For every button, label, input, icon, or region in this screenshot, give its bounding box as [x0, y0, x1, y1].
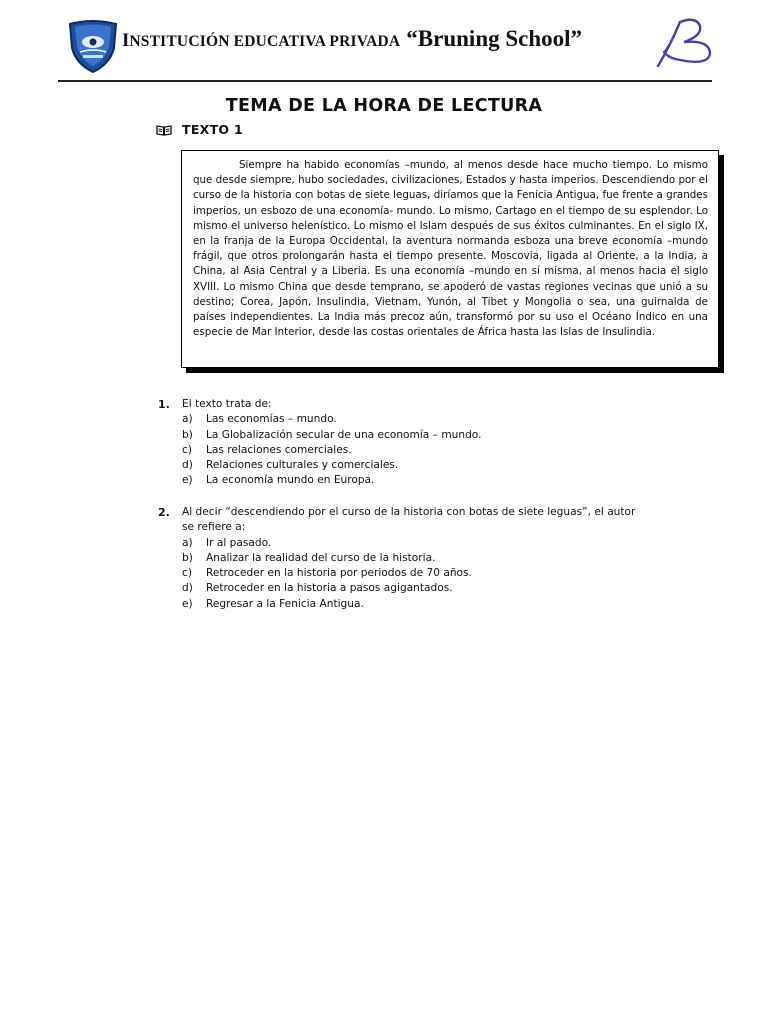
answer-option — [182, 581, 472, 596]
option-text: Analizar la realidad del curso de la historia. — [206, 551, 436, 564]
header-divider — [58, 80, 712, 82]
section-label-text: TEXTO 1 — [182, 122, 244, 137]
option-text: La Globalización secular de una economía – mundo. — [206, 428, 482, 441]
reading-text-box — [181, 150, 719, 368]
open-book-icon — [156, 124, 172, 136]
option-letter: b) — [182, 551, 193, 564]
answer-option — [182, 566, 472, 581]
bruning-b-logo — [650, 16, 716, 70]
question-stem: El texto trata de: — [182, 398, 272, 410]
answer-option — [182, 458, 481, 473]
school-title — [122, 26, 582, 52]
question-stem-line-2: se refiere a: — [182, 521, 246, 534]
option-letter: e) — [182, 597, 193, 610]
option-letter: b) — [182, 428, 193, 441]
school-name: “Bruning School” — [406, 26, 583, 51]
reading-text: Siempre ha habido economías –mundo, al menos desde hace mucho tiempo. Lo mismo que desde siempre, hubo sociedades, civilizaciones, Estados y hasta imperios. Descendiendo por el curso de la historia con botas de siete leguas, diríamos que la Fenicia Antigua, fue frente a grandes imperios, un esbozo de una economía- mundo. Lo mismo, Cartago en el tiempo de su esplendor. Lo mismo el universo helenístico. Lo mismo el Islam después de sus éxitos culminantes. En el siglo IX, en la franja de la Europa Occidental, la aventura normanda esboza una breve economía –mundo frágil, que otros prolongarán hasta el tiempo presente. Moscovia, ligada al Oriente, a la India, a China, al Asia Central y a Liberia. Es una economía –mundo en sí misma, al menos hacia el siglo XVIII. Lo mismo China que desde temprano, se apoderó de vastas regiones vecinas que unió a su destino; Corea, Japón, Insulindia, Vietnam, Yunón, al Tibet y Mongolia o sea, una guirnalda de países independientes. La India más precoz aún, transformó por su uso el Océano Índico en una especie de Mar Interior, desde las costas orientales de África hasta las Islas de Insulindia. — [193, 159, 708, 339]
option-text: Ir al pasado. — [206, 536, 272, 549]
option-text: La economía mundo en Europa. — [206, 474, 375, 487]
answer-option — [182, 428, 481, 443]
section-label — [156, 122, 243, 137]
answer-option — [182, 536, 472, 551]
question-number: 2. — [158, 506, 170, 519]
school-type: NSTITUCIÓN EDUCATIVA PRIVADA — [129, 33, 401, 50]
school-type-initial: I — [122, 30, 130, 51]
option-text: Retroceder en la historia por periodos de 70 años. — [206, 567, 472, 580]
option-text: Regresar a la Fenicia Antigua. — [206, 597, 364, 610]
letterhead — [0, 0, 768, 90]
page-title: TEMA DE LA HORA DE LECTURA — [225, 96, 543, 116]
answer-option — [182, 473, 481, 488]
option-text: Las economías – mundo. — [206, 413, 337, 426]
option-letter: c) — [182, 567, 192, 580]
school-crest-logo — [66, 18, 120, 74]
answer-options — [182, 536, 472, 612]
answer-option — [182, 551, 472, 566]
answer-option — [182, 597, 472, 612]
option-letter: d) — [182, 459, 193, 472]
option-letter: d) — [182, 582, 193, 595]
option-text: Las relaciones comerciales. — [206, 443, 352, 456]
question-stem — [182, 505, 662, 536]
question-number: 1. — [158, 398, 170, 411]
option-letter: c) — [182, 443, 192, 456]
option-letter: e) — [182, 474, 193, 487]
option-letter: a) — [182, 413, 193, 426]
option-letter: a) — [182, 536, 193, 549]
question-stem-line-1: Al decir “descendiendo por el curso de la historia con botas de siete leguas”, el autor — [182, 506, 636, 518]
option-text: Relaciones culturales y comerciales. — [206, 459, 399, 472]
answer-options — [182, 412, 481, 488]
option-text: Retroceder en la historia a pasos agigantados. — [206, 582, 453, 595]
answer-option — [182, 443, 481, 458]
answer-option — [182, 412, 481, 427]
